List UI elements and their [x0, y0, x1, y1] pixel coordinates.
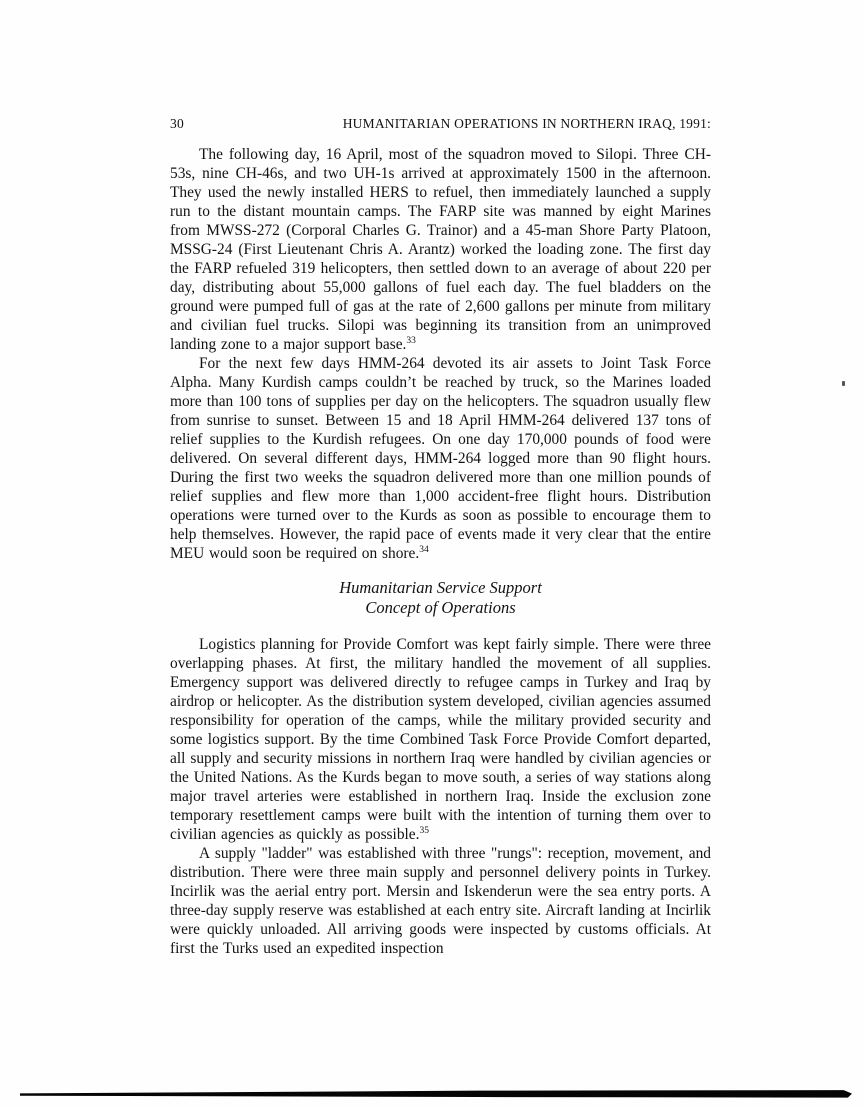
- footnote-ref-35: 35: [419, 825, 429, 836]
- page-header: [170, 116, 711, 132]
- paragraph-hmm264-airlift: [170, 354, 711, 563]
- paragraph-supply-ladder: [170, 844, 711, 958]
- paragraph-text: For the next few days HMM-264 devoted its air assets to Joint Task Force Alpha. Many Kurdish camps couldn’t be reached by truck, so the Marines loaded more than 100 tons of supplies per day on the helicopters. The squadron usually flew from sunrise to sunset. Between 15 and 18 April HMM-264 delivered 137 tons of relief supplies to the Kurdish refugees. On one day 170,000 pounds of food were delivered. On several different days, HMM-264 logged more than 90 flight hours. During the first two weeks the squadron delivered more than one million pounds of relief supplies and flew more than 1,000 accident-free flight hours. Distribution operations were turned over to the Kurds as soon as possible to encourage them to help themselves. However, the rapid pace of events made it very clear that the entire MEU would soon be required on shore.: [170, 355, 711, 562]
- paragraph-text: The following day, 16 April, most of the squadron moved to Silopi. Three CH-53s, nine CH-46s, and two UH-1s arrived at approximately 1500 in the afternoon. They used the newly installed HERS to refuel, then immediately launched a supply run to the distant mountain camps. The FARP site was manned by eight Marines from MWSS-272 (Corporal Charles G. Trainor) and a 45-man Shore Party Platoon, MSSG-24 (First Lieutenant Chris A. Arantz) worked the loading zone. The first day the FARP refueled 319 helicopters, then settled down to an average of about 220 per day, distributing about 55,000 gallons of fuel each day. The fuel bladders on the ground were pumped full of gas at the rate of 2,600 gallons per minute from military and civilian fuel trucks. Silopi was beginning its transition from an unimproved landing zone to a major support base.: [170, 146, 711, 353]
- paragraph-logistics-phases: [170, 635, 711, 844]
- section-heading: [170, 578, 711, 618]
- running-header-title: HUMANITARIAN OPERATIONS IN NORTHERN IRAQ, 1991:: [342, 116, 711, 131]
- footnote-ref-34: 34: [419, 544, 429, 555]
- paragraph-text: A supply "ladder" was established with three "rungs": reception, movement, and distribution. There were three main supply and personnel delivery points in Turkey. Incirlik was the aerial entry port. Mersin and Iskenderun were the sea entry ports. A three-day supply reserve was established at each entry site. Aircraft landing at Incirlik were quickly unloaded. All arriving goods were inspected by customs officials. At first the Turks used an expedited inspection: [170, 845, 711, 957]
- paragraph-text: Logistics planning for Provide Comfort was kept fairly simple. There were three overlapping phases. At first, the military handled the movement of all supplies. Emergency support was delivered directly to refugee camps in Turkey and Iraq by airdrop or helicopter. As the distribution system developed, civilian agencies assumed responsibility for operation of the camps, while the military provided security and some logistics support. By the time Combined Task Force Provide Comfort departed, all supply and security missions in northern Iraq were handled by civilian agencies or the United Nations. As the Kurds began to move south, a series of way stations along major travel arteries were established in northern Iraq. Inside the exclusion zone temporary resettlement camps were built with the intention of turning them over to civilian agencies as quickly as possible.: [170, 636, 711, 843]
- text-column: [170, 116, 711, 958]
- footnote-ref-33: 33: [406, 335, 416, 346]
- page-number: 30: [170, 116, 184, 131]
- paragraph-silopi-move: [170, 145, 711, 354]
- section-heading-line2: Concept of Operations: [365, 598, 516, 617]
- scan-artifact-bar: [20, 1090, 852, 1098]
- section-heading-line1: Humanitarian Service Support: [339, 578, 542, 597]
- scan-speck-artifact: [842, 381, 845, 386]
